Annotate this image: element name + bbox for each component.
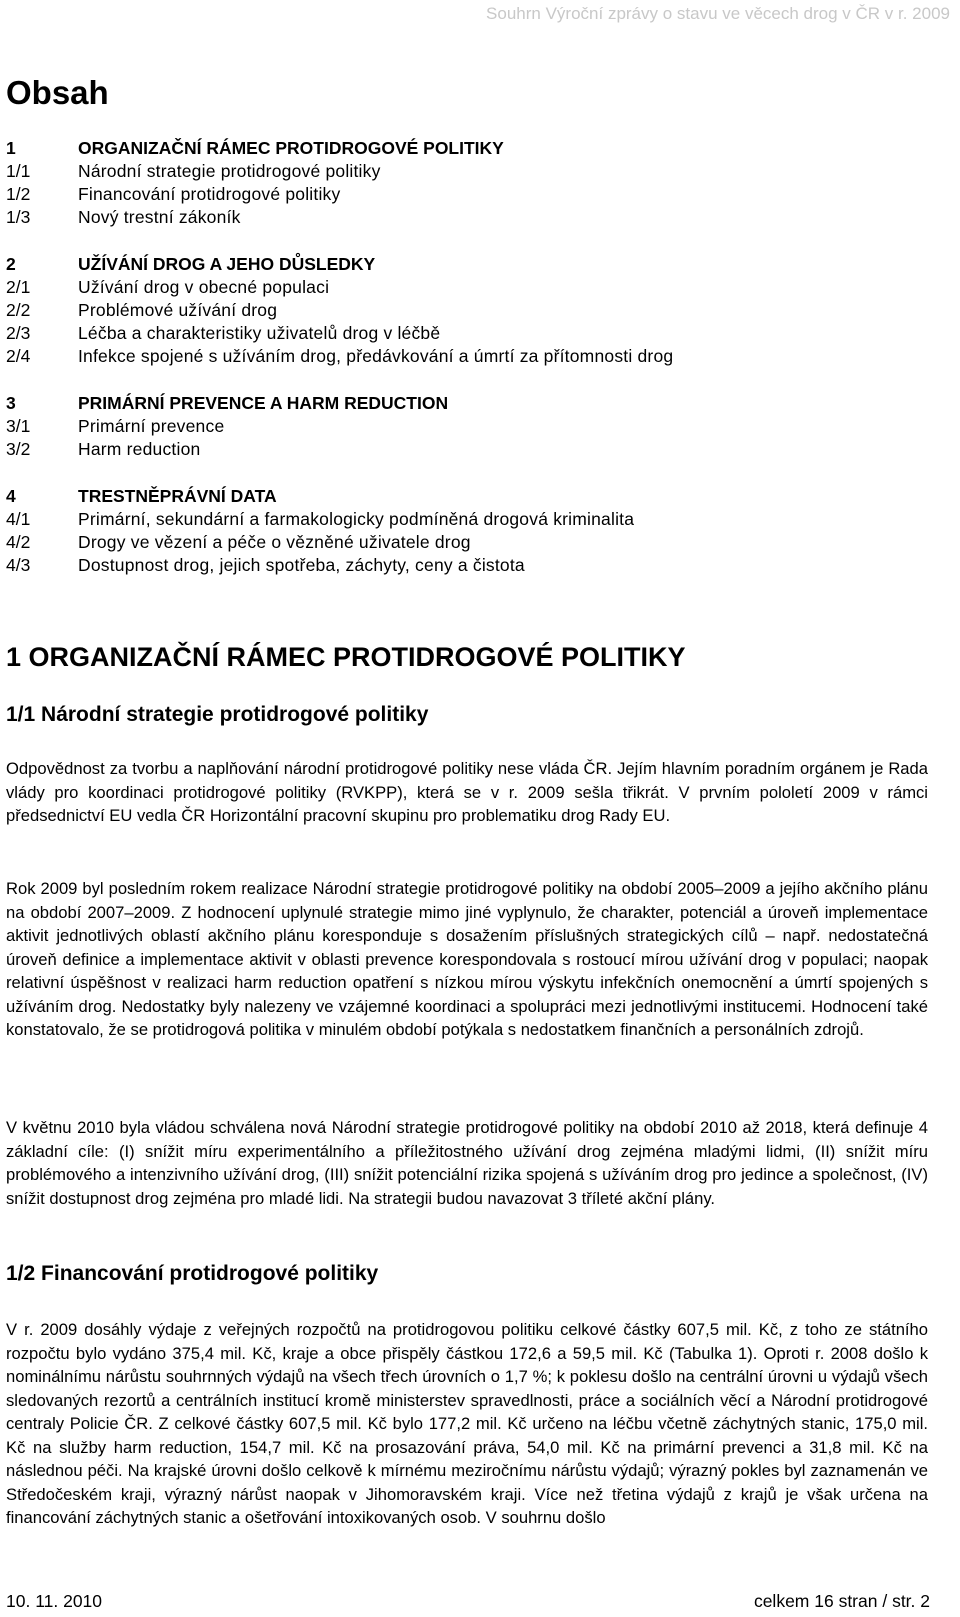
toc-label: Drogy ve vězení a péče o vězněné uživatele drog (78, 532, 471, 552)
toc-entry[interactable] (6, 554, 946, 577)
toc-label: Národní strategie protidrogové politiky (78, 161, 381, 181)
footer-page-count: celkem 16 stran / str. 2 (753, 1591, 930, 1611)
toc-number: 2/3 (6, 323, 31, 343)
toc-number: 4 (6, 486, 16, 506)
toc-section-2 (6, 253, 946, 368)
toc-number: 1 (6, 138, 16, 158)
toc-entry[interactable] (6, 508, 946, 531)
toc-entry[interactable] (6, 160, 946, 183)
paragraph: Rok 2009 byl posledním rokem realizace Národní strategie protidrogové politiky na období 2005–2009 a jejího akčního plánu na období 2007–2009. Z hodnocení uplynulé strategie mimo jiné vyplynulo, že charakter, potenciál a úroveň implementace aktivit jednotlivých oblastí akčního plánu koresponduje s dosažením příslušných strategických cílů – např. nedostatečná úroveň definice a implementace aktivit v oblasti prevence korespondovala s rostoucí mírou užívání drog v populaci; naopak relativní úspěšnost v realizaci harm reduction opatření s nízkou mírou výskytu infekčních onemocnění a úmrtí spojených s užíváním drog. Nedostatky byly nalezeny ve vzájemné koordinaci a spolupráci mezi jednotlivými institucemi. Hodnocení také konstatovalo, že se protidrogová politika v minulém období potýkala s nedostatkem finančních a personálních zdrojů. (6, 879, 928, 1039)
toc-entry[interactable] (6, 276, 946, 299)
toc-label: Infekce spojené s užíváním drog, předávkování a úmrtí za přítomnosti drog (78, 346, 674, 366)
toc-label: Nový trestní zákoník (78, 207, 241, 227)
toc-number: 2 (6, 254, 16, 274)
toc-number: 2/1 (6, 277, 31, 297)
toc-label: Primární, sekundární a farmakologicky podmíněná drogová kriminalita (78, 509, 635, 529)
toc-label: Financování protidrogové politiky (78, 184, 341, 204)
toc-label: Dostupnost drog, jejich spotřeba, záchyty, ceny a čistota (78, 555, 525, 575)
toc-label: Harm reduction (78, 439, 201, 459)
toc-label: Užívání drog v obecné populaci (78, 277, 330, 297)
toc-number: 1/1 (6, 161, 31, 181)
toc-section-1 (6, 137, 946, 229)
toc-number: 3/2 (6, 439, 31, 459)
toc-entry[interactable] (6, 253, 946, 276)
toc-number: 2/4 (6, 346, 31, 366)
table-of-contents (6, 137, 946, 601)
toc-entry[interactable] (6, 183, 946, 206)
toc-entry[interactable] (6, 299, 946, 322)
toc-entry[interactable] (6, 392, 946, 415)
paragraph: V květnu 2010 byla vládou schválena nová Národní strategie protidrogové politiky na období 2010 až 2018, která definuje 4 základní cíle: (I) snížit míru experimentálního a příležitostného užívání drog zejména mladými lidmi, (II) snížit míru problémového a intenzivního užívání drog, (III) snížit potenciální rizika spojená s užíváním drog pro jedince a společnost, (IV) snížit dostupnost drog zejména pro mladé lidi. Na strategii budou navazovat 3 tříleté akční plány. (6, 1118, 928, 1208)
toc-label: PRIMÁRNÍ PREVENCE A HARM REDUCTION (78, 393, 449, 413)
toc-label: ORGANIZAČNÍ RÁMEC PROTIDROGOVÉ POLITIKY (78, 138, 504, 158)
toc-label: Primární prevence (78, 416, 225, 436)
toc-section-3 (6, 392, 946, 461)
toc-entry[interactable] (6, 438, 946, 461)
toc-label: Léčba a charakteristiky uživatelů drog v léčbě (78, 323, 441, 343)
toc-label: TRESTNĚPRÁVNÍ DATA (78, 486, 277, 506)
toc-title: Obsah (6, 74, 109, 111)
toc-entry[interactable] (6, 415, 946, 438)
running-header: Souhrn Výroční zprávy o stavu ve věcech drog v ČR v r. 2009 (486, 4, 950, 23)
toc-entry[interactable] (6, 345, 946, 368)
toc-entry[interactable] (6, 322, 946, 345)
toc-number: 2/2 (6, 300, 31, 320)
paragraph: V r. 2009 dosáhly výdaje z veřejných rozpočtů na protidrogovou politiku celkové částky 607,5 mil. Kč, z toho ze státního rozpočtu bylo vydáno 375,4 mil. Kč, kraje a obce přispěly částkou 172,6 a 59,5 mil. Kč (Tabulka 1). Oproti r. 2008 došlo k nominálnímu nárůstu souhrnných výdajů na všech třech úrovních o 1,7 %; k poklesu došlo na centrální úrovni u výdajů všech sledovaných rezortů a centrálních institucí kromě ministerstev spravedlnosti, práce a sociálních věcí a Národní protidrogové centraly Policie ČR. Z celkové částky 607,5 mil. Kč bylo 177,2 mil. Kč určeno na léčbu včetně záchytných stanic, 175,0 mil. Kč na služby harm reduction, 154,7 mil. Kč na prosazování práva, 54,0 mil. Kč na primární prevenci a 31,8 mil. Kč na následnou péči. Na krajské úrovni došlo celkově k mírnému meziročnímu nárůstu výdajů; výrazný pokles byl zaznamenán ve Středočeském kraji, výrazný nárůst naopak v Jihomoravském kraji. Více než třetina výdajů z krajů je však určena na financování záchytných stanic a ošetřování intoxikovaných osob. V souhrnu došlo (6, 1320, 928, 1527)
toc-number: 4/3 (6, 555, 31, 575)
toc-label: UŽÍVÁNÍ DROG A JEHO DŮSLEDKY (78, 254, 376, 274)
toc-number: 1/2 (6, 184, 31, 204)
toc-section-4 (6, 485, 946, 577)
toc-entry[interactable] (6, 206, 946, 229)
section-heading-1-2: 1/2 Financování protidrogové politiky (6, 1262, 379, 1285)
toc-entry[interactable] (6, 485, 946, 508)
section-heading-1-1: 1/1 Národní strategie protidrogové politiky (6, 703, 429, 726)
toc-label: Problémové užívání drog (78, 300, 278, 320)
toc-number: 4/1 (6, 509, 31, 529)
toc-number: 3 (6, 393, 16, 413)
toc-entry[interactable] (6, 137, 946, 160)
chapter-heading: 1 ORGANIZAČNÍ RÁMEC PROTIDROGOVÉ POLITIKY (6, 642, 686, 672)
toc-entry[interactable] (6, 531, 946, 554)
footer-date: 10. 11. 2010 (6, 1591, 103, 1611)
paragraph: Odpovědnost za tvorbu a naplňování národní protidrogové politiky nese vláda ČR. Jejím hlavním poradním orgánem je Rada vlády pro koordinaci protidrogové politiky (RVKPP), která se v r. 2009 sešla třikrát. V prvním pololetí 2009 v rámci předsednictví EU vedla ČR Horizontální pracovní skupinu pro problematiku drog Rady EU. (6, 759, 928, 825)
toc-number: 4/2 (6, 532, 31, 552)
toc-number: 3/1 (6, 416, 31, 436)
toc-number: 1/3 (6, 207, 31, 227)
